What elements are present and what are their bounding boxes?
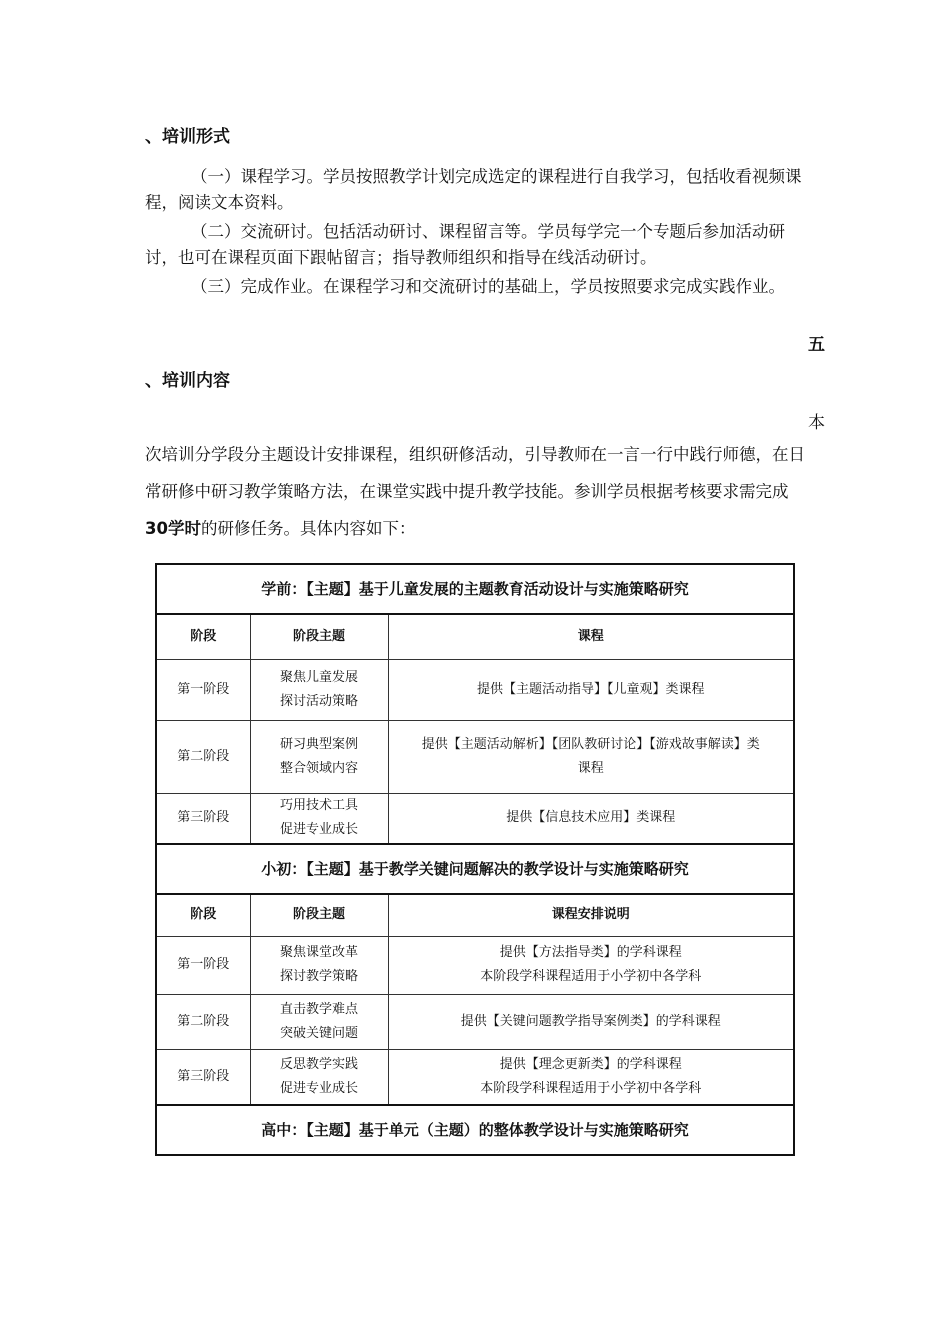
table-row — [156, 936, 794, 994]
stage-cell: 第三阶段 — [156, 793, 250, 844]
intro-text-after: 的研修任务。具体内容如下： — [200, 519, 416, 538]
header-stage-theme: 阶段主题 — [250, 614, 388, 659]
primary-title-row — [156, 844, 794, 894]
header-stage-theme: 阶段主题 — [250, 894, 388, 936]
section-heading-training-format: 、培训形式 — [145, 127, 230, 147]
preschool-title-row — [156, 564, 794, 614]
intro-hours-bold: 30学时 — [145, 519, 201, 538]
course-cell: 提供【关键问题教学指导案例类】的学科课程 — [388, 994, 794, 1049]
header-stage: 阶段 — [156, 894, 250, 936]
table-row — [156, 720, 794, 793]
table-row — [156, 659, 794, 720]
course-cell: 提供【信息技术应用】类课程 — [388, 793, 794, 844]
course-cell: 提供【主题活动解析】【团队教研讨论】【游戏故事解读】类 课程 — [388, 720, 794, 793]
theme-cell: 反思教学实践 促进专业成长 — [250, 1049, 388, 1105]
stage-cell: 第三阶段 — [156, 1049, 250, 1105]
training-format-paragraphs — [145, 164, 805, 300]
table-row — [156, 994, 794, 1049]
table-row — [156, 793, 794, 844]
theme-cell: 研习典型案例 整合领域内容 — [250, 720, 388, 793]
section-heading-training-content: 、培训内容 — [145, 371, 230, 391]
theme-cell: 聚焦课堂改革 探讨教学策略 — [250, 936, 388, 994]
training-content-intro — [145, 436, 805, 547]
stage-cell: 第一阶段 — [156, 936, 250, 994]
header-course-arrangement: 课程安排说明 — [388, 894, 794, 936]
course-cell: 提供【理念更新类】的学科课程 本阶段学科课程适用于小学初中各学科 — [388, 1049, 794, 1105]
stage-cell: 第二阶段 — [156, 994, 250, 1049]
training-plan-table — [155, 563, 795, 1156]
intro-text-before: 次培训分学段分主题设计安排课程，组织研修活动，引导教师在一言一行中践行师德，在日常研修中研习教学策略方法，在课堂实践中提升教学技能。参训学员根据考核要求需完成 — [145, 445, 805, 501]
theme-cell: 巧用技术工具 促进专业成长 — [250, 793, 388, 844]
preschool-header-row — [156, 614, 794, 659]
theme-cell: 直击教学难点 突破关键问题 — [250, 994, 388, 1049]
course-cell: 提供【主题活动指导】【儿童观】类课程 — [388, 659, 794, 720]
primary-title: 小初：【主题】基于教学关键问题解决的教学设计与实施策略研究 — [156, 844, 794, 894]
primary-header-row — [156, 894, 794, 936]
header-course: 课程 — [388, 614, 794, 659]
paragraph-exchange-discussion: （二）交流研讨。包括活动研讨、课程留言等。学员每学完一个专题后参加活动研讨，也可在课程页面下跟帖留言；指导教师组织和指导在线活动研讨。 — [145, 222, 785, 267]
stage-cell: 第一阶段 — [156, 659, 250, 720]
paragraph-homework: （三）完成作业。在课程学习和交流研讨的基础上，学员按照要求完成实践作业。 — [191, 277, 785, 296]
course-cell: 提供【方法指导类】的学科课程 本阶段学科课程适用于小学初中各学科 — [388, 936, 794, 994]
header-stage: 阶段 — [156, 614, 250, 659]
section-number-five: 五 — [808, 335, 825, 355]
paragraph-course-study: （一）课程学习。学员按照教学计划完成选定的课程进行自我学习，包括收看视频课程，阅读文本资料。 — [145, 167, 802, 212]
stage-cell: 第二阶段 — [156, 720, 250, 793]
highschool-title: 高中：【主题】基于单元（主题）的整体教学设计与实施策略研究 — [156, 1105, 794, 1155]
theme-cell: 聚焦儿童发展 探讨活动策略 — [250, 659, 388, 720]
preschool-title: 学前：【主题】基于儿童发展的主题教育活动设计与实施策略研究 — [156, 564, 794, 614]
highschool-title-row — [156, 1105, 794, 1155]
table-row — [156, 1049, 794, 1105]
intro-lead-char: 本 — [808, 413, 825, 433]
